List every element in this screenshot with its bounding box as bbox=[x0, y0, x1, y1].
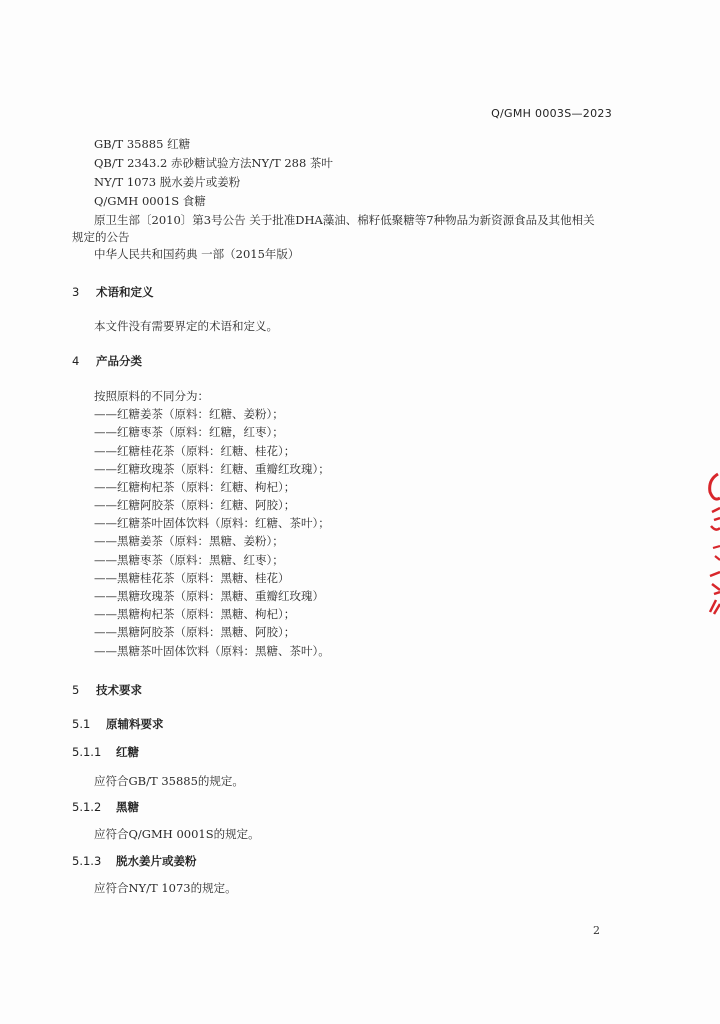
section-number: 5.1.2 bbox=[72, 800, 102, 814]
section-5-1-3-heading bbox=[72, 853, 197, 869]
classification-item: ——红糖姜茶（原料：红糖、姜粉）； bbox=[94, 407, 284, 421]
classification-item: ——黑糖玫瑰茶（原料：黑糖、重瓣红玫瑰） bbox=[94, 589, 324, 603]
reference-line: 原卫生部〔2010〕第3号公告 关于批准DHA藻油、棉籽低聚糖等7种物品为新资源食品及其他相关 bbox=[94, 213, 595, 227]
reference-line: 中华人民共和国药典 一部（2015年版） bbox=[94, 247, 300, 261]
classification-item: ——红糖阿胶茶（原料：红糖、阿胶）； bbox=[94, 498, 296, 512]
section-number: 5 bbox=[72, 683, 80, 697]
reference-line: NY/T 1073 脱水姜片或姜粉 bbox=[94, 175, 241, 189]
reference-line: Q/GMH 0001S 食糖 bbox=[94, 194, 206, 208]
reference-line-continued: 规定的公告 bbox=[72, 230, 130, 244]
section-number: 3 bbox=[72, 285, 80, 299]
classification-item: ——红糖桂花茶（原料：红糖、桂花）； bbox=[94, 444, 296, 458]
section-title: 红糖 bbox=[116, 745, 139, 759]
section-3-body: 本文件没有需要界定的术语和定义。 bbox=[94, 319, 278, 333]
reference-line: GB/T 35885 红糖 bbox=[94, 137, 191, 151]
classification-item: ——红糖玫瑰茶（原料：红糖、重瓣红玫瑰）； bbox=[94, 462, 330, 476]
section-title: 原辅料要求 bbox=[106, 717, 164, 731]
section-3-heading bbox=[72, 284, 154, 300]
section-number: 4 bbox=[72, 354, 80, 368]
section-title: 黑糖 bbox=[116, 800, 139, 814]
section-5-1-2-heading bbox=[72, 799, 139, 815]
classification-item: ——黑糖阿胶茶（原料：黑糖、阿胶）； bbox=[94, 625, 296, 639]
standard-code: Q/GMH 0003S—2023 bbox=[491, 107, 612, 120]
classification-item: ——黑糖姜茶（原料：黑糖、姜粉）； bbox=[94, 534, 284, 548]
classification-item: ——黑糖茶叶固体饮料（原料：黑糖、茶叶）。 bbox=[94, 644, 330, 658]
classification-item: ——红糖茶叶固体饮料（原料：红糖、茶叶）； bbox=[94, 516, 330, 530]
section-5-1-3-body: 应符合NY/T 1073的规定。 bbox=[94, 881, 237, 895]
section-5-1-2-body: 应符合Q/GMH 0001S的规定。 bbox=[94, 827, 260, 841]
classification-item: ——黑糖枣茶（原料：黑糖、红枣）； bbox=[94, 553, 284, 567]
seal-stamp-icon bbox=[704, 468, 720, 616]
section-5-1-1-heading bbox=[72, 744, 139, 760]
section-number: 5.1.1 bbox=[72, 745, 102, 759]
section-title: 术语和定义 bbox=[96, 285, 154, 299]
section-5-heading bbox=[72, 682, 142, 698]
section-number: 5.1.3 bbox=[72, 854, 102, 868]
page-number: 2 bbox=[593, 924, 600, 937]
section-title: 脱水姜片或姜粉 bbox=[116, 854, 197, 868]
classification-item: ——黑糖桂花茶（原料：黑糖、桂花） bbox=[94, 571, 290, 585]
classification-item: ——红糖枸杞茶（原料：红糖、枸杞）； bbox=[94, 480, 296, 494]
section-title: 产品分类 bbox=[96, 354, 142, 368]
classification-item: ——黑糖枸杞茶（原料：黑糖、枸杞）； bbox=[94, 607, 296, 621]
section-5-1-heading bbox=[72, 716, 164, 732]
section-4-heading bbox=[72, 353, 142, 369]
section-5-1-1-body: 应符合GB/T 35885的规定。 bbox=[94, 774, 244, 788]
section-number: 5.1 bbox=[72, 717, 91, 731]
classification-item: ——红糖枣茶（原料：红糖，红枣）； bbox=[94, 425, 284, 439]
reference-line: QB/T 2343.2 赤砂糖试验方法NY/T 288 茶叶 bbox=[94, 156, 333, 170]
section-title: 技术要求 bbox=[96, 683, 142, 697]
section-4-intro: 按照原料的不同分为： bbox=[94, 389, 209, 403]
